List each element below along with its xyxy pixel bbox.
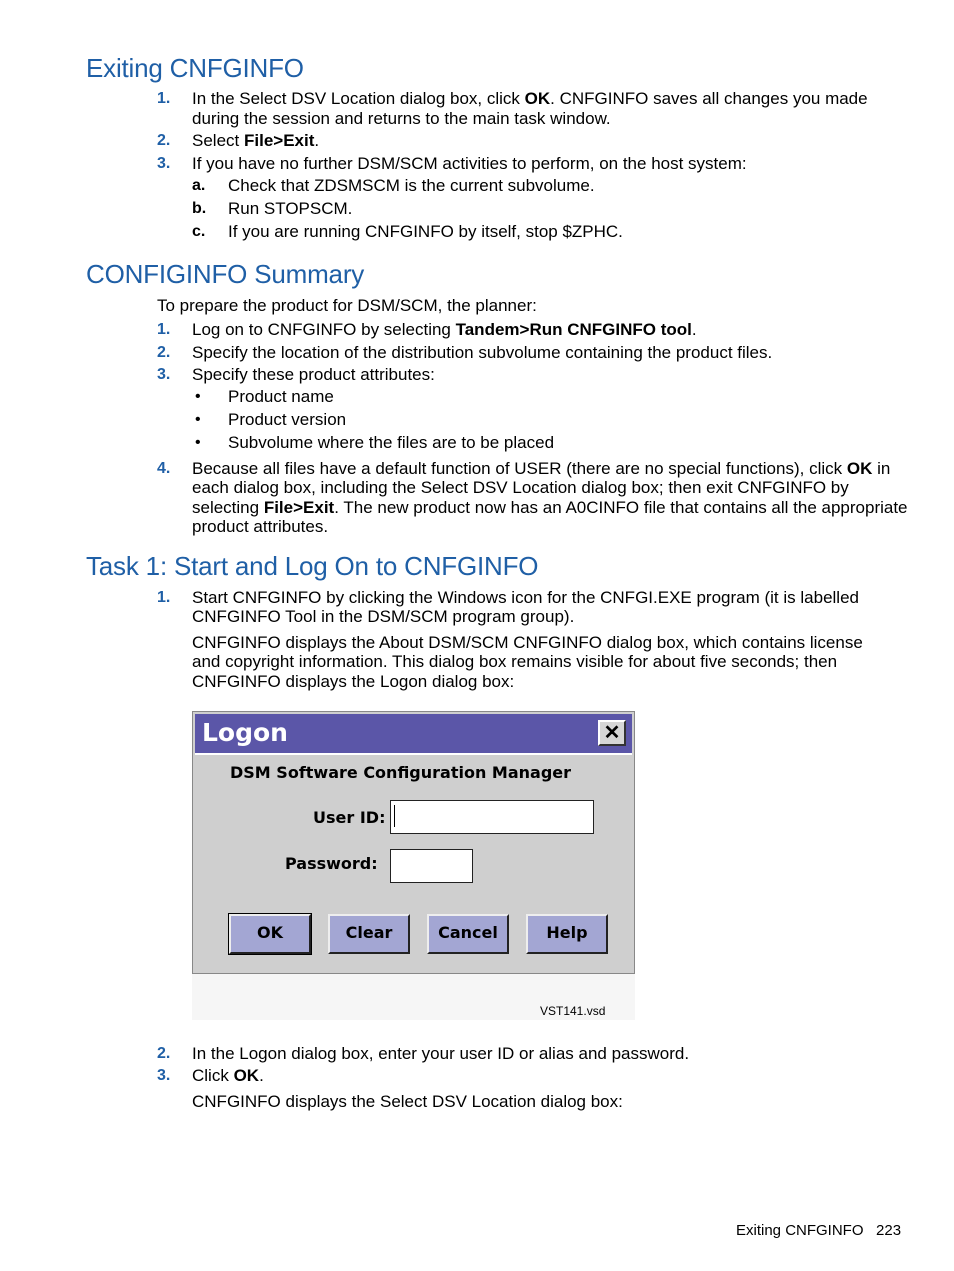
user-id-input[interactable] <box>390 800 594 834</box>
help-button[interactable]: Help <box>526 914 608 954</box>
step-text: Click OK. <box>192 1066 264 1085</box>
paragraph: CNFGINFO displays the Select DSV Location dialog box: <box>192 1092 623 1111</box>
step-text: Specify these product attributes: <box>192 365 435 384</box>
substep-text: Run STOPSCM. <box>228 199 353 218</box>
step-text: Log on to CNFGINFO by selecting Tandem>Run CNFGINFO tool. <box>192 320 697 339</box>
step-number: 1. <box>157 589 171 606</box>
step-text: If you have no further DSM/SCM activities to perform, on the host system: <box>192 154 747 173</box>
text-caret <box>394 805 395 827</box>
ok-button[interactable]: OK <box>229 914 311 954</box>
intro-text: To prepare the product for DSM/SCM, the planner: <box>157 296 537 315</box>
bullet-icon: • <box>195 411 201 428</box>
step-text-continued: selecting File>Exit. The new product now has an A0CINFO file that contains all the appropriate <box>192 498 908 517</box>
bullet-item: Product version <box>228 410 347 429</box>
password-input[interactable] <box>390 849 473 883</box>
close-icon[interactable]: ✕ <box>598 720 626 746</box>
step-text-continued: product attributes. <box>192 517 329 536</box>
step-text-continued: during the session and returns to the main task window. <box>192 109 611 128</box>
step-text: Select File>Exit. <box>192 131 320 150</box>
dialog-heading: DSM Software Configuration Manager <box>230 763 572 782</box>
step-number: 1. <box>157 321 171 338</box>
step-text: Specify the location of the distribution subvolume containing the product files. <box>192 343 773 362</box>
step-number: 4. <box>157 460 171 477</box>
step-text-continued: CNFGINFO Tool in the DSM/SCM program group). <box>192 607 575 626</box>
dialog-title: Logon <box>202 718 288 747</box>
cancel-button[interactable]: Cancel <box>427 914 509 954</box>
substep-letter: b. <box>192 200 207 217</box>
paragraph: CNFGINFO displays the About DSM/SCM CNFGINFO dialog box, which contains license <box>192 633 863 652</box>
section-heading-exiting: Exiting CNFGINFO <box>86 53 304 83</box>
bullet-icon: • <box>195 388 201 405</box>
step-number: 3. <box>157 366 171 383</box>
step-text: Because all files have a default function of USER (there are no special functions), click OK in <box>192 459 891 478</box>
figure-id: VST141.vsd <box>540 1004 606 1018</box>
dialog-title-bar <box>195 714 632 753</box>
section-heading-task1: Task 1: Start and Log On to CNFGINFO <box>86 551 539 581</box>
substep-text: Check that ZDSMSCM is the current subvolume. <box>228 176 595 195</box>
bullet-icon: • <box>195 434 201 451</box>
step-text: In the Select DSV Location dialog box, click OK. CNFGINFO saves all changes you made <box>192 89 868 108</box>
page-footer <box>736 1222 901 1239</box>
step-text: Start CNFGINFO by clicking the Windows icon for the CNFGI.EXE program (it is labelled <box>192 588 859 607</box>
substep-text: If you are running CNFGINFO by itself, stop $ZPHC. <box>228 222 623 241</box>
bullet-item: Subvolume where the files are to be placed <box>228 433 555 452</box>
password-label: Password: <box>285 854 378 873</box>
paragraph: CNFGINFO displays the Logon dialog box: <box>192 672 515 691</box>
footer-section: Exiting CNFGINFO <box>736 1222 864 1239</box>
logon-dialog <box>192 711 635 974</box>
step-number: 2. <box>157 344 171 361</box>
step-number: 3. <box>157 1067 171 1084</box>
step-number: 2. <box>157 1045 171 1062</box>
user-id-label: User ID: <box>313 808 386 827</box>
substep-letter: a. <box>192 177 206 194</box>
step-text-continued: each dialog box, including the Select DSV Location dialog box; then exit CNFGINFO by <box>192 478 849 497</box>
step-text: In the Logon dialog box, enter your user ID or alias and password. <box>192 1044 690 1063</box>
clear-button[interactable]: Clear <box>328 914 410 954</box>
section-heading-summary: CONFIGINFO Summary <box>86 259 365 289</box>
step-number: 2. <box>157 132 171 149</box>
bullet-item: Product name <box>228 387 334 406</box>
step-number: 1. <box>157 90 171 107</box>
divider <box>195 753 632 755</box>
step-number: 3. <box>157 155 171 172</box>
page-number: 223 <box>876 1222 902 1239</box>
paragraph: and copyright information. This dialog box remains visible for about five seconds; then <box>192 652 838 671</box>
substep-letter: c. <box>192 223 206 240</box>
